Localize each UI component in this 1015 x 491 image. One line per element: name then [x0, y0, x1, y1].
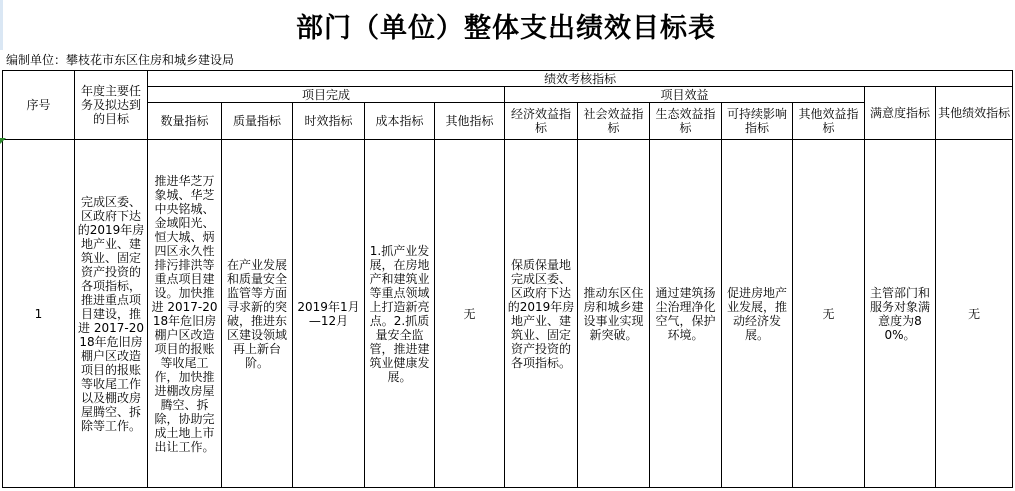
cell-timeliness[interactable]	[293, 140, 365, 488]
header-sustainable: 可持续影响指标	[722, 103, 793, 140]
sustainable-text: 促进房地产业发展，推动经济发展。	[726, 285, 787, 342]
quantity-text: 推进华芝万象城、华芝中央铭城、金域阳光、恒大城、炳四区永久性排污排洪等重点项目建设。加快推进 2017-2018年危旧房棚户区改造项目的报账等收尾工作，加快推进棚改房屋腾空、拆除，协助完成土地上市出让工作。	[151, 173, 218, 454]
header-timeliness: 时效指标	[293, 103, 365, 140]
cell-annual-task[interactable]	[75, 140, 148, 488]
annual-task-text: 完成区委、区政府下达的2019年房地产业、建筑业、固定资产投资的各项指标，推进重点项目建设，推进 2017-2018年危旧房棚户区改造项目的报账等收尾工作以及棚改房屋腾空、拆除等工作。	[77, 194, 145, 433]
cell-ecological[interactable]	[650, 140, 722, 488]
page-title: 部门（单位）整体支出绩效目标表	[296, 12, 716, 44]
header-other-benefit: 其他效益指标	[793, 103, 865, 140]
cell-quantity[interactable]	[148, 140, 222, 488]
header-project-benefit: 项目效益	[505, 87, 865, 103]
header-project-completion: 项目完成	[148, 87, 505, 103]
ecological-text: 通过建筑扬尘治理净化空气，保护环境。	[655, 285, 716, 342]
compiling-unit-label: 编制单位：攀枝花市东区住房和城乡建设局	[6, 53, 235, 67]
header-quality: 质量指标	[222, 103, 293, 140]
cost-text: 1.抓产业发展，在房地产和建筑业等重点领域上打造新亮点。2.抓质量安全监管，推进建筑业健康发展。	[369, 243, 430, 384]
performance-table	[2, 70, 1013, 488]
economic-text: 保质保量地完成区委、区政府下达的2019年房地产业、建筑业、固定资产投资的各项指标。	[507, 257, 575, 370]
cell-social[interactable]	[578, 140, 650, 488]
header-other: 其他指标	[435, 103, 505, 140]
header-quantity: 数量指标	[148, 103, 222, 140]
cell-seq[interactable]: 1	[3, 140, 75, 488]
timeliness-text: 2019年1月—12月	[297, 299, 360, 328]
header-economic: 经济效益指标	[505, 103, 578, 140]
header-social: 社会效益指标	[578, 103, 650, 140]
header-perf-indicators: 绩效考核指标	[148, 71, 1013, 87]
header-cost: 成本指标	[365, 103, 435, 140]
social-text: 推动东区住房和城乡建设事业实现新突破。	[583, 285, 644, 342]
satisfaction-text: 主管部门和服务对象满意度为80%。	[869, 285, 930, 342]
header-other-perf: 其他绩效指标	[936, 87, 1013, 140]
table-row	[3, 140, 1013, 488]
cell-other-benefit[interactable]: 无	[793, 140, 865, 488]
cell-economic[interactable]	[505, 140, 578, 488]
cell-sustainable[interactable]	[722, 140, 793, 488]
cell-other[interactable]: 无	[435, 140, 505, 488]
header-ecological: 生态效益指标	[650, 103, 722, 140]
header-annual-task: 年度主要任务及拟达到的目标	[75, 71, 148, 140]
header-satisfaction: 满意度指标	[865, 87, 936, 140]
cell-satisfaction[interactable]	[865, 140, 936, 488]
cell-cost[interactable]	[365, 140, 435, 488]
header-seq: 序号	[3, 71, 75, 140]
cell-other-perf[interactable]: 无	[936, 140, 1013, 488]
cell-comment-marker	[0, 138, 6, 144]
quality-text: 在产业发展和质量安全监管等方面寻求新的突破，推进东区建设领域再上新台阶。	[226, 257, 287, 370]
cell-quality[interactable]	[222, 140, 293, 488]
